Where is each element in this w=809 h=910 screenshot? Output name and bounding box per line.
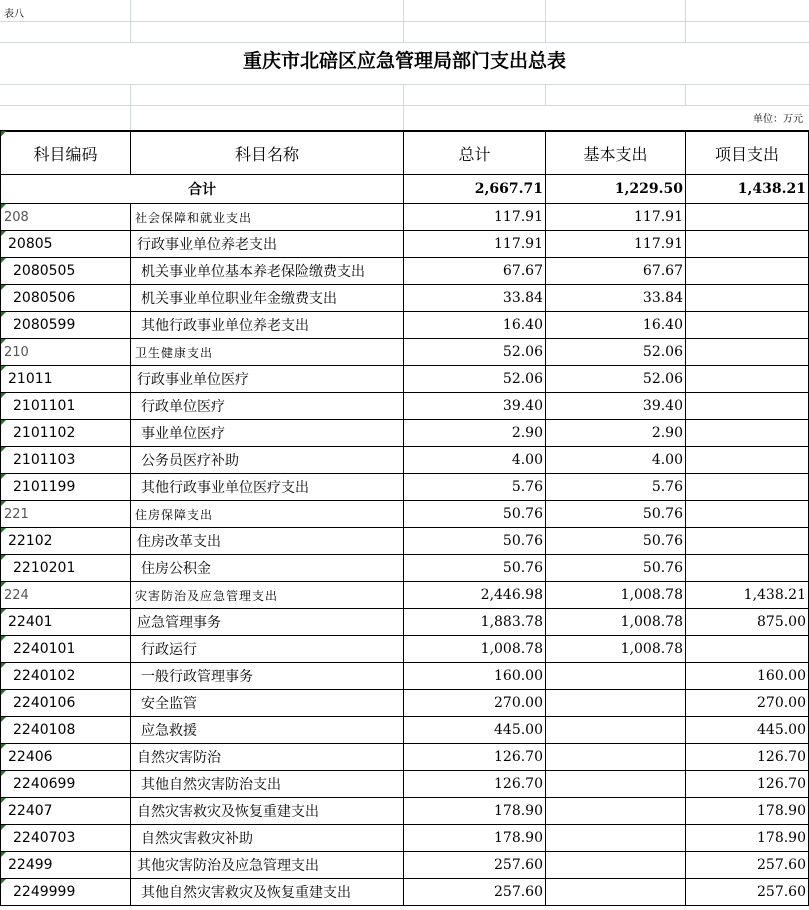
row-total-cell: 52.06: [404, 366, 546, 393]
column-header-project: 项目支出: [686, 131, 809, 175]
row-total-cell: 160.00: [404, 663, 546, 690]
table-row: [1, 879, 809, 906]
row-basic-cell: [546, 744, 686, 771]
row-basic-cell: 5.76: [546, 474, 686, 501]
table-row: [1, 555, 809, 582]
row-basic-cell: [546, 825, 686, 852]
total-sum: 2,667.71: [404, 175, 546, 204]
cell-note-marker-icon: [1, 312, 6, 317]
row-name-cell: 应急管理事务: [131, 609, 404, 636]
table-row: [1, 528, 809, 555]
table-row: [1, 852, 809, 879]
row-code-cell: 2080505: [1, 258, 131, 285]
row-project-cell: 257.60: [686, 879, 809, 906]
row-code-cell: 20805: [1, 231, 131, 258]
table-row: [1, 285, 809, 312]
page-title: 重庆市北碚区应急管理局部门支出总表: [242, 50, 566, 72]
row-project-cell: [686, 285, 809, 312]
cell-note-marker-icon: [1, 474, 6, 479]
gridline: [545, 84, 546, 106]
row-project-cell: 126.70: [686, 744, 809, 771]
row-project-cell: 178.90: [686, 798, 809, 825]
table-row: [1, 636, 809, 663]
row-name-cell: 一般行政管理事务: [131, 663, 404, 690]
cell-note-marker-icon: [1, 825, 6, 830]
cell-note-marker-icon: [1, 393, 6, 398]
row-basic-cell: 52.06: [546, 339, 686, 366]
table-row: [1, 312, 809, 339]
row-basic-cell: [546, 663, 686, 690]
table-row: [1, 258, 809, 285]
row-project-cell: [686, 636, 809, 663]
cell-note-marker-icon: [1, 204, 6, 209]
cell-note-marker-icon: [1, 582, 6, 587]
row-code-cell: 2080599: [1, 312, 131, 339]
row-project-cell: [686, 474, 809, 501]
table-row: [1, 690, 809, 717]
row-name-cell: 机关事业单位基本养老保险缴费支出: [131, 258, 404, 285]
table-row: [1, 393, 809, 420]
gridline: [685, 0, 686, 42]
row-code-cell: 2101103: [1, 447, 131, 474]
row-total-cell: 178.90: [404, 798, 546, 825]
table-row: [1, 204, 809, 231]
row-basic-cell: 1,008.78: [546, 636, 686, 663]
row-project-cell: [686, 528, 809, 555]
row-total-cell: 126.70: [404, 771, 546, 798]
row-code-cell: 22401: [1, 609, 131, 636]
row-project-cell: 1,438.21: [686, 582, 809, 609]
row-code-cell: 2101101: [1, 393, 131, 420]
cell-note-marker-icon: [1, 690, 6, 695]
row-name-cell: 卫生健康支出: [131, 339, 404, 366]
row-basic-cell: 67.67: [546, 258, 686, 285]
gridline: [0, 84, 809, 85]
row-name-cell: 其他自然灾害防治支出: [131, 771, 404, 798]
row-project-cell: [686, 501, 809, 528]
row-basic-cell: [546, 798, 686, 825]
row-basic-cell: [546, 879, 686, 906]
row-basic-cell: 117.91: [546, 231, 686, 258]
row-name-cell: 公务员医疗补助: [131, 447, 404, 474]
row-project-cell: [686, 231, 809, 258]
row-total-cell: 5.76: [404, 474, 546, 501]
row-project-cell: [686, 555, 809, 582]
table-row: [1, 501, 809, 528]
row-project-cell: [686, 447, 809, 474]
row-code-cell: 2080506: [1, 285, 131, 312]
row-basic-cell: 50.76: [546, 555, 686, 582]
row-basic-cell: 2.90: [546, 420, 686, 447]
cell-note-marker-icon: [1, 744, 6, 749]
unit-label: 单位：万元: [753, 114, 803, 125]
total-label: 合计: [1, 175, 404, 204]
row-basic-cell: 50.76: [546, 528, 686, 555]
table-row: [1, 474, 809, 501]
row-name-cell: 行政单位医疗: [131, 393, 404, 420]
row-name-cell: 行政事业单位医疗: [131, 366, 404, 393]
row-total-cell: 445.00: [404, 717, 546, 744]
row-code-cell: 22407: [1, 798, 131, 825]
row-code-cell: 22102: [1, 528, 131, 555]
row-name-cell: 自然灾害救灾及恢复重建支出: [131, 798, 404, 825]
gridline: [0, 21, 809, 22]
row-total-cell: 117.91: [404, 231, 546, 258]
cell-note-marker-icon: [1, 420, 6, 425]
row-code-cell: 2240106: [1, 690, 131, 717]
row-basic-cell: 1,008.78: [546, 609, 686, 636]
table-row: [1, 447, 809, 474]
cell-note-marker-icon: [1, 555, 6, 560]
row-name-cell: 自然灾害救灾补助: [131, 825, 404, 852]
table-row: [1, 339, 809, 366]
row-name-cell: 其他行政事业单位医疗支出: [131, 474, 404, 501]
cell-note-marker-icon: [1, 609, 6, 614]
table-row: [1, 420, 809, 447]
cell-note-marker-icon: [1, 231, 6, 236]
row-total-cell: 126.70: [404, 744, 546, 771]
row-total-cell: 39.40: [404, 393, 546, 420]
row-code-cell: 2240102: [1, 663, 131, 690]
row-total-cell: 117.91: [404, 204, 546, 231]
row-code-cell: 224: [1, 582, 131, 609]
table-row: [1, 717, 809, 744]
row-project-cell: [686, 393, 809, 420]
cell-note-marker-icon: [1, 717, 6, 722]
cell-note-marker-icon: [1, 798, 6, 803]
row-total-cell: 2.90: [404, 420, 546, 447]
row-project-cell: [686, 420, 809, 447]
row-code-cell: 2210201: [1, 555, 131, 582]
row-basic-cell: 39.40: [546, 393, 686, 420]
table-row: [1, 609, 809, 636]
cell-note-marker-icon: [1, 447, 6, 452]
cell-note-marker-icon: [1, 339, 6, 344]
expenditure-table: [0, 130, 809, 906]
sheet-label: 表八: [4, 9, 24, 20]
row-basic-cell: [546, 771, 686, 798]
column-header-total: 总计: [404, 131, 546, 175]
row-total-cell: 50.76: [404, 528, 546, 555]
row-name-cell: 其他行政事业单位养老支出: [131, 312, 404, 339]
row-code-cell: 2240108: [1, 717, 131, 744]
row-basic-cell: 52.06: [546, 366, 686, 393]
row-total-cell: 257.60: [404, 852, 546, 879]
row-total-cell: 1,008.78: [404, 636, 546, 663]
table-row: [1, 663, 809, 690]
table-row: [1, 825, 809, 852]
row-basic-cell: 16.40: [546, 312, 686, 339]
row-name-cell: 自然灾害防治: [131, 744, 404, 771]
column-header-name: 科目名称: [131, 131, 404, 175]
row-name-cell: 机关事业单位职业年金缴费支出: [131, 285, 404, 312]
row-name-cell: 住房公积金: [131, 555, 404, 582]
cell-note-marker-icon: [1, 285, 6, 290]
cell-note-marker-icon: [1, 258, 6, 263]
row-total-cell: 178.90: [404, 825, 546, 852]
total-row: [1, 175, 809, 204]
row-total-cell: 4.00: [404, 447, 546, 474]
table-row: [1, 582, 809, 609]
cell-note-marker-icon: [1, 366, 6, 371]
row-total-cell: 50.76: [404, 555, 546, 582]
row-name-cell: 其他灾害防治及应急管理支出: [131, 852, 404, 879]
cell-note-marker-icon: [1, 852, 6, 857]
table-row: [1, 744, 809, 771]
cell-note-marker-icon: [1, 663, 6, 668]
row-code-cell: 22499: [1, 852, 131, 879]
cell-note-marker-icon: [1, 501, 6, 506]
row-code-cell: 208: [1, 204, 131, 231]
row-name-cell: 灾害防治及应急管理支出: [131, 582, 404, 609]
cell-note-marker-icon: [1, 528, 6, 533]
row-total-cell: 2,446.98: [404, 582, 546, 609]
row-basic-cell: [546, 717, 686, 744]
table-row: [1, 798, 809, 825]
row-total-cell: 52.06: [404, 339, 546, 366]
row-project-cell: [686, 366, 809, 393]
gridline: [685, 84, 686, 106]
row-name-cell: 行政事业单位养老支出: [131, 231, 404, 258]
row-code-cell: 2240703: [1, 825, 131, 852]
row-project-cell: 178.90: [686, 825, 809, 852]
row-total-cell: 50.76: [404, 501, 546, 528]
row-code-cell: 2240101: [1, 636, 131, 663]
total-basic: 1,229.50: [546, 175, 686, 204]
row-total-cell: 1,883.78: [404, 609, 546, 636]
row-code-cell: 2249999: [1, 879, 131, 906]
row-name-cell: 住房保障支出: [131, 501, 404, 528]
row-basic-cell: 50.76: [546, 501, 686, 528]
row-basic-cell: [546, 690, 686, 717]
row-total-cell: 270.00: [404, 690, 546, 717]
row-name-cell: 社会保障和就业支出: [131, 204, 404, 231]
row-project-cell: 270.00: [686, 690, 809, 717]
row-code-cell: 21011: [1, 366, 131, 393]
row-total-cell: 16.40: [404, 312, 546, 339]
row-project-cell: [686, 339, 809, 366]
cell-note-marker-icon: [1, 771, 6, 776]
row-code-cell: 2101102: [1, 420, 131, 447]
row-name-cell: 事业单位医疗: [131, 420, 404, 447]
table-row: [1, 771, 809, 798]
row-project-cell: [686, 312, 809, 339]
row-total-cell: 33.84: [404, 285, 546, 312]
gridline: [403, 0, 404, 42]
table-row: [1, 231, 809, 258]
gridline: [0, 42, 809, 43]
gridline: [403, 84, 404, 130]
total-project: 1,438.21: [686, 175, 809, 204]
row-total-cell: 67.67: [404, 258, 546, 285]
row-code-cell: 210: [1, 339, 131, 366]
row-basic-cell: 33.84: [546, 285, 686, 312]
row-name-cell: 应急救援: [131, 717, 404, 744]
row-total-cell: 257.60: [404, 879, 546, 906]
table-row: [1, 366, 809, 393]
row-project-cell: [686, 204, 809, 231]
column-header-basic: 基本支出: [546, 131, 686, 175]
row-project-cell: 126.70: [686, 771, 809, 798]
gridline: [130, 84, 131, 130]
row-code-cell: 221: [1, 501, 131, 528]
row-basic-cell: 4.00: [546, 447, 686, 474]
row-name-cell: 行政运行: [131, 636, 404, 663]
row-code-cell: 2101199: [1, 474, 131, 501]
row-project-cell: 875.00: [686, 609, 809, 636]
row-project-cell: [686, 258, 809, 285]
row-project-cell: 257.60: [686, 852, 809, 879]
cell-note-marker-icon: [1, 879, 6, 884]
row-name-cell: 住房改革支出: [131, 528, 404, 555]
row-code-cell: 22406: [1, 744, 131, 771]
gridline: [545, 0, 546, 42]
row-name-cell: 安全监管: [131, 690, 404, 717]
gridline: [0, 105, 809, 106]
row-basic-cell: 117.91: [546, 204, 686, 231]
gridline: [130, 0, 131, 42]
row-basic-cell: [546, 852, 686, 879]
table-header-row: [1, 131, 809, 175]
row-basic-cell: 1,008.78: [546, 582, 686, 609]
cell-note-marker-icon: [1, 636, 6, 641]
row-code-cell: 2240699: [1, 771, 131, 798]
row-project-cell: 160.00: [686, 663, 809, 690]
row-project-cell: 445.00: [686, 717, 809, 744]
column-header-code: 科目编码: [1, 131, 131, 175]
row-name-cell: 其他自然灾害救灾及恢复重建支出: [131, 879, 404, 906]
